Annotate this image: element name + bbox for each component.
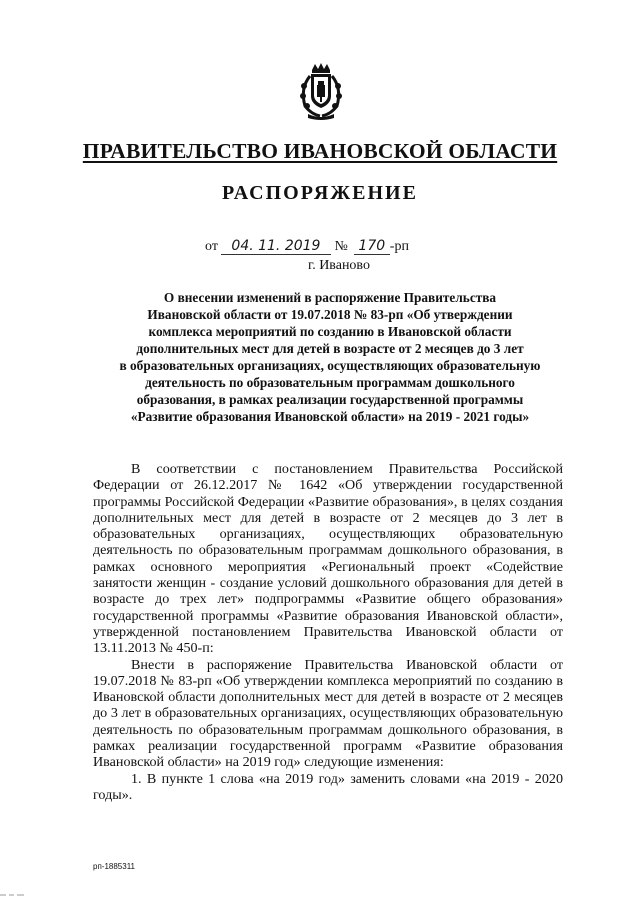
handwritten-date: 04. 11. 2019 <box>221 238 331 255</box>
registration-line <box>205 238 409 255</box>
document-code: рп-1885311 <box>93 862 135 871</box>
number-sign: № <box>334 239 348 254</box>
subject-line: дополнительных мест для детей в возрасте от 2 месяцев до 3 лет <box>136 341 524 356</box>
city-line: г. Иваново <box>308 258 370 273</box>
scan-edge-marks <box>0 893 40 897</box>
date-prefix: от <box>205 239 218 254</box>
handwritten-number: 170 <box>354 238 390 255</box>
subject-line: «Развитие образования Ивановской области» на 2019 - 2021 годы» <box>130 409 530 424</box>
subject-line: деятельность по образовательным программам дошкольного <box>145 375 515 390</box>
number-suffix: -рп <box>389 239 409 254</box>
directive-paragraph: Внести в распоряжение Правительства Ивановской области от 19.07.2018 № 83-рп «Об утверждении комплекса мероприятий по созданию в Ивановской области дополнительных мест для детей в возрасте от 2 месяцев до 3 лет в образовательных организациях, осуществляющих образовательную деятельность по образовательным программам дошкольного образования, в рамках реализации государственной программ «Развитие образования Ивановской области» на 2019 год» следующие изменения: <box>93 656 563 771</box>
document-type-heading: РАСПОРЯЖЕНИЕ <box>222 182 418 204</box>
preamble-paragraph: В соответствии с постановлением Правительства Российской Федерации от 26.12.2017 № 1642 «Об утверждении государственной программы Российской Федерации «Развитие образования», в целях создания дополнительных мест для детей в возрасте от 2 месяцев до 3 лет в образовательных организациях, осуществляющих образовательную деятельность по образовательным программам дошкольного образования, в рамках основного мероприятия «Региональный проект «Содействие занятости женщин - создание условий дошкольного образования для детей в возрасте до трех лет» подпрограммы «Развитие общего образования» государственной программы «Развитие образования Ивановской области», утвержденной постановлением Правительства Ивановской области от 13.11.2013 № 450-п: <box>93 461 563 657</box>
government-title: ПРАВИТЕЛЬСТВО ИВАНОВСКОЙ ОБЛАСТИ <box>82 139 558 163</box>
document-body <box>93 461 563 803</box>
subject-line: комплекса мероприятий по созданию в Ивановской области <box>148 324 512 339</box>
subject-line: Ивановской области от 19.07.2018 № 83-рп «Об утверждении <box>147 307 513 322</box>
subject-line: О внесении изменений в распоряжение Правительства <box>163 290 497 305</box>
subject-line: в образовательных организациях, осуществляющих образовательную <box>119 358 541 373</box>
subject-line: образования, в рамках реализации государственной программы <box>136 392 524 407</box>
subject-heading <box>95 289 565 425</box>
amendment-item-1: 1. В пункте 1 слова «на 2019 год» заменить словами «на 2019 - 2020 годы». <box>93 770 563 803</box>
coat-of-arms-icon <box>296 62 346 122</box>
